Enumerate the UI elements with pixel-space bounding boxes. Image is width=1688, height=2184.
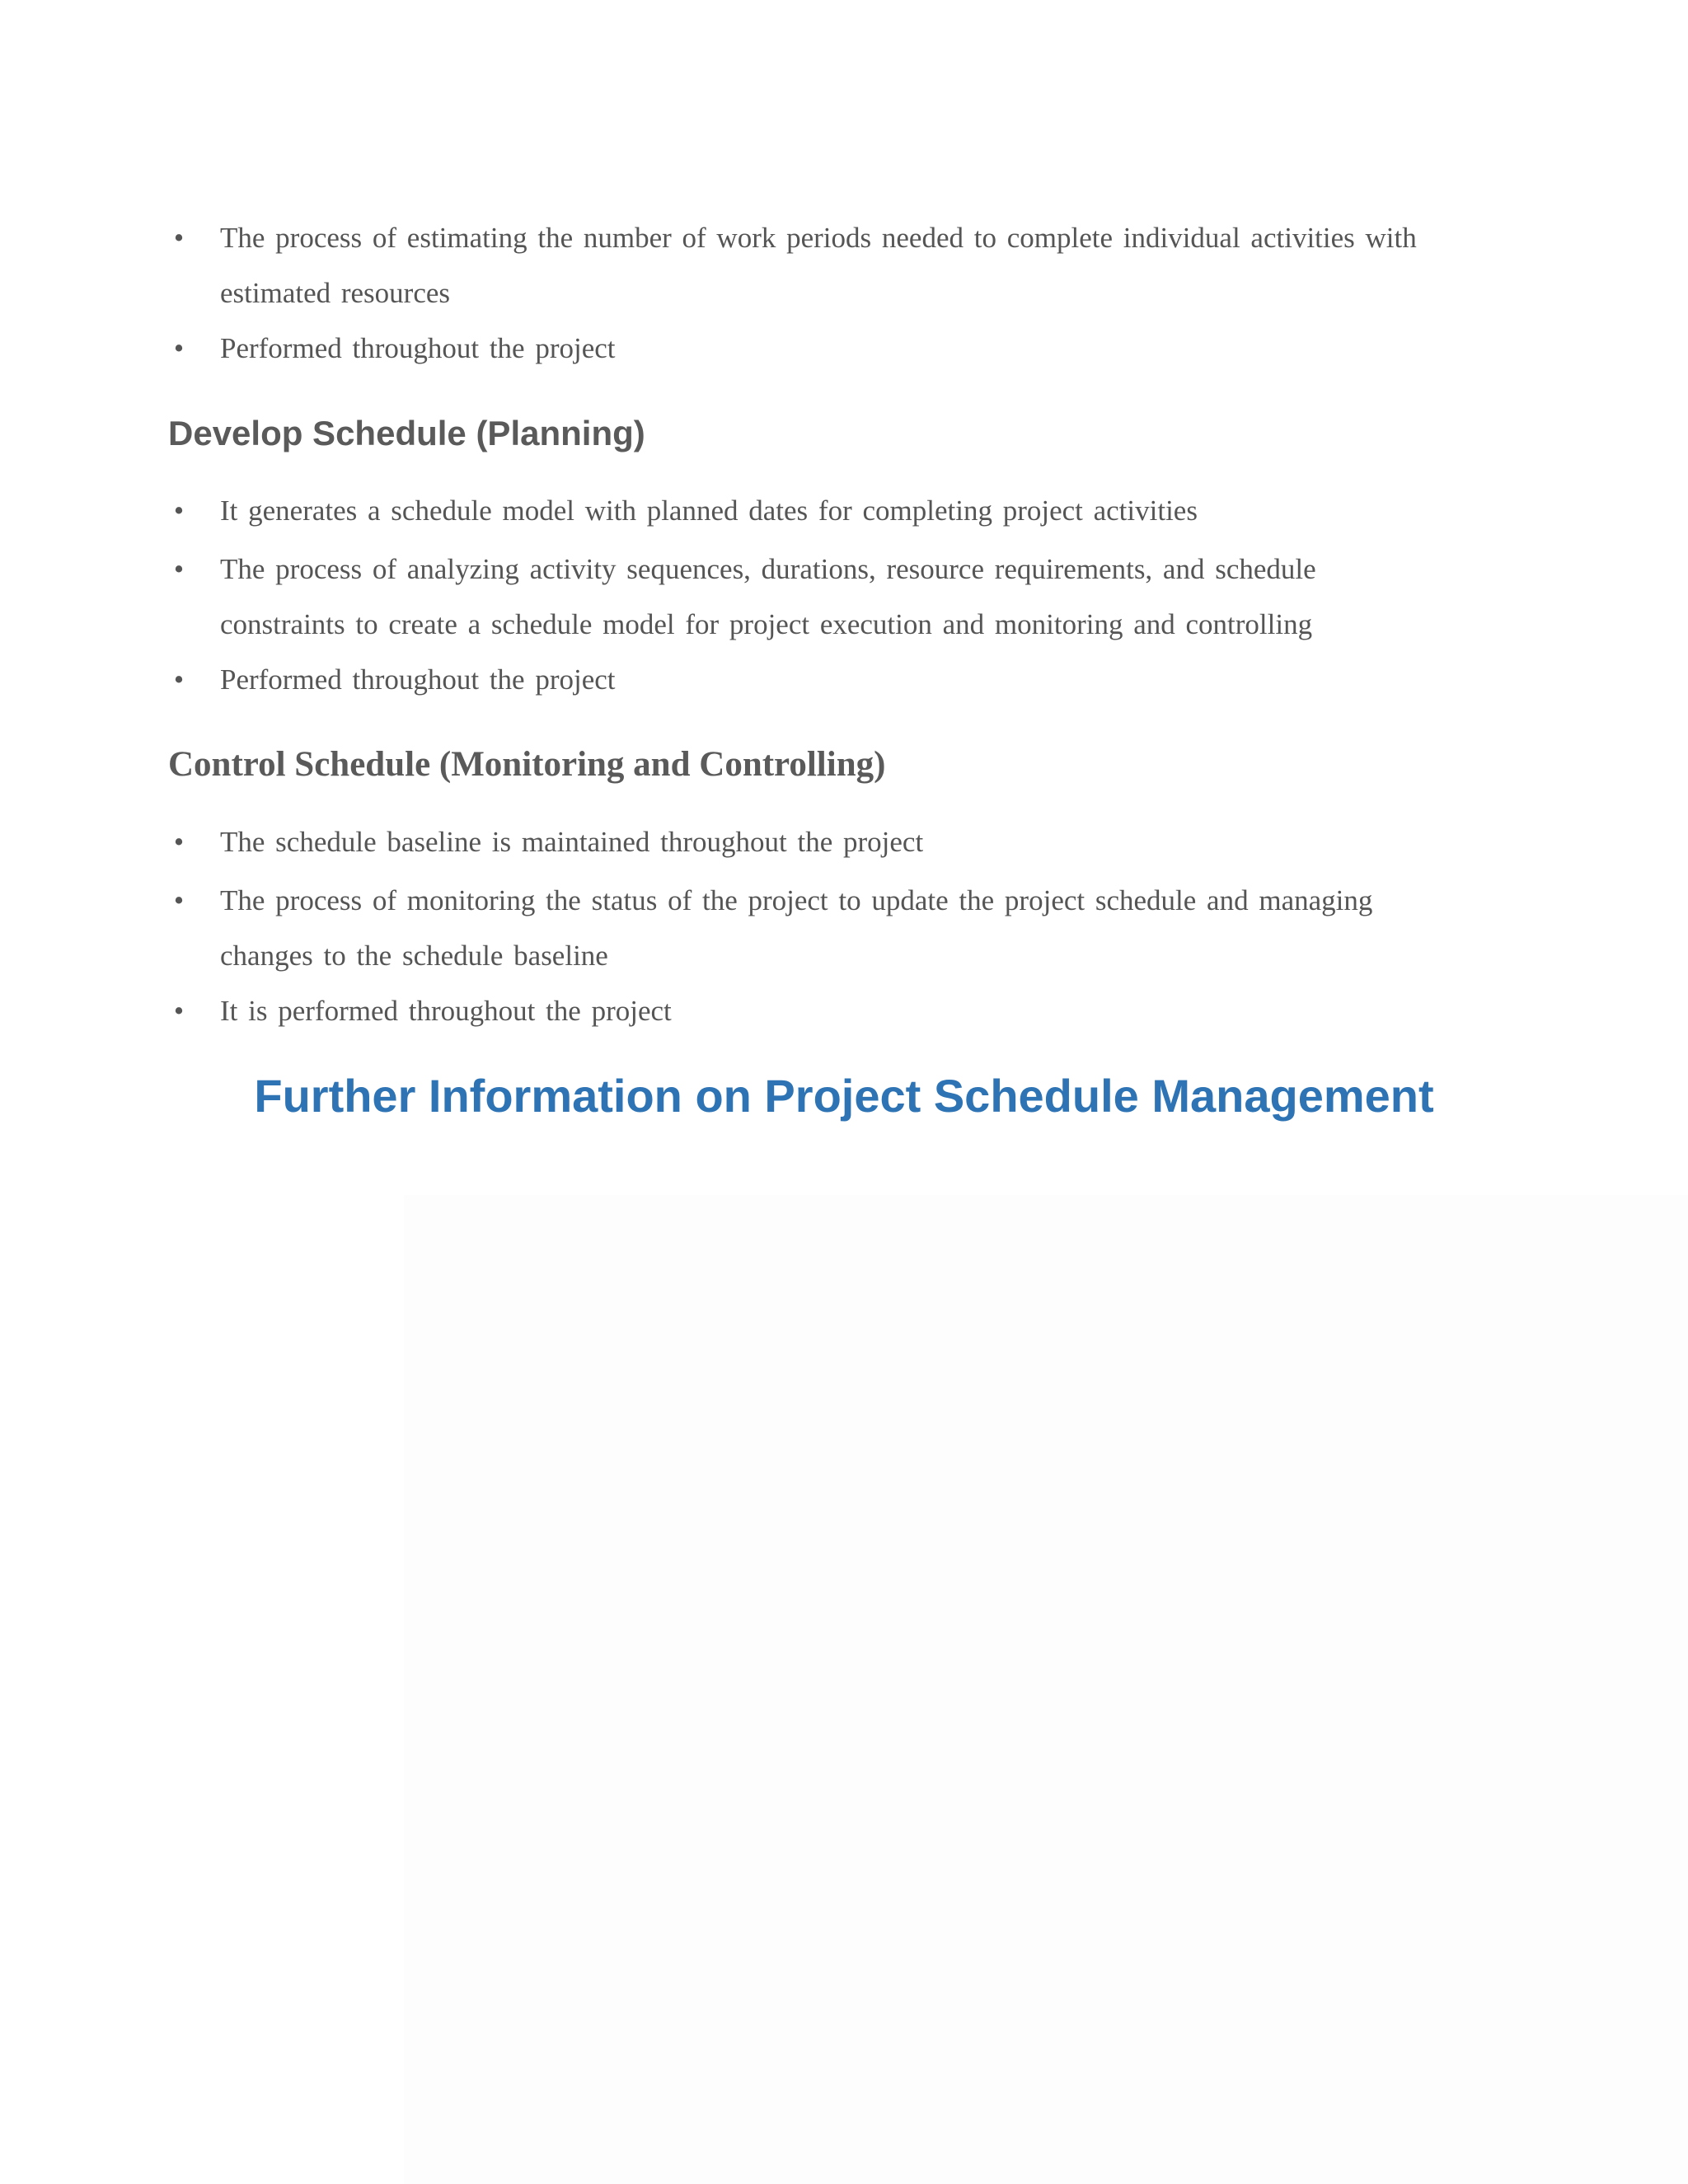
list-item-text: The process of estimating the number of work periods needed to complete individual activities with estimated resources xyxy=(220,222,1417,309)
bullet-icon: • xyxy=(173,995,185,1027)
list-item-text: The schedule baseline is maintained throughout the project xyxy=(220,826,924,858)
bullet-icon: • xyxy=(173,826,185,858)
list-item-text: Performed throughout the project xyxy=(220,332,616,364)
list-item xyxy=(168,873,1473,983)
list-item-text: It generates a schedule model with planned dates for completing project activities xyxy=(220,494,1198,527)
page-shade xyxy=(404,1195,1688,2184)
list-item xyxy=(168,652,1487,707)
intro-bullet-list xyxy=(168,210,1487,376)
bullet-icon: • xyxy=(173,663,185,696)
bullet-icon: • xyxy=(173,332,185,364)
section-heading-control-schedule: Control Schedule (Monitoring and Controlling) xyxy=(168,745,886,784)
list-item-text: The process of analyzing activity sequences, durations, resource requirements, and schedule constraints to create a schedule model for project execution and monitoring and controlling xyxy=(220,553,1316,640)
list-item-text: The process of monitoring the status of the project to update the project schedule and managing changes to the schedule baseline xyxy=(220,884,1373,972)
section-heading-develop-schedule: Develop Schedule (Planning) xyxy=(168,414,645,452)
bullet-icon: • xyxy=(173,553,185,585)
bullet-icon: • xyxy=(173,494,185,527)
page-content xyxy=(168,210,1487,1129)
develop-schedule-bullet-list xyxy=(168,483,1487,707)
bullet-icon: • xyxy=(173,222,185,254)
list-item-text: Performed throughout the project xyxy=(220,663,616,696)
list-item xyxy=(168,210,1531,321)
list-item xyxy=(168,483,1487,538)
list-item xyxy=(168,321,1487,376)
list-item xyxy=(168,983,1487,1038)
control-schedule-bullet-list xyxy=(168,814,1487,1038)
further-information-heading: Further Information on Project Schedule Management xyxy=(254,1070,1434,1122)
list-item xyxy=(168,814,1487,869)
bullet-icon: • xyxy=(173,884,185,916)
list-item xyxy=(168,541,1415,652)
list-item-text: It is performed throughout the project xyxy=(220,995,672,1027)
